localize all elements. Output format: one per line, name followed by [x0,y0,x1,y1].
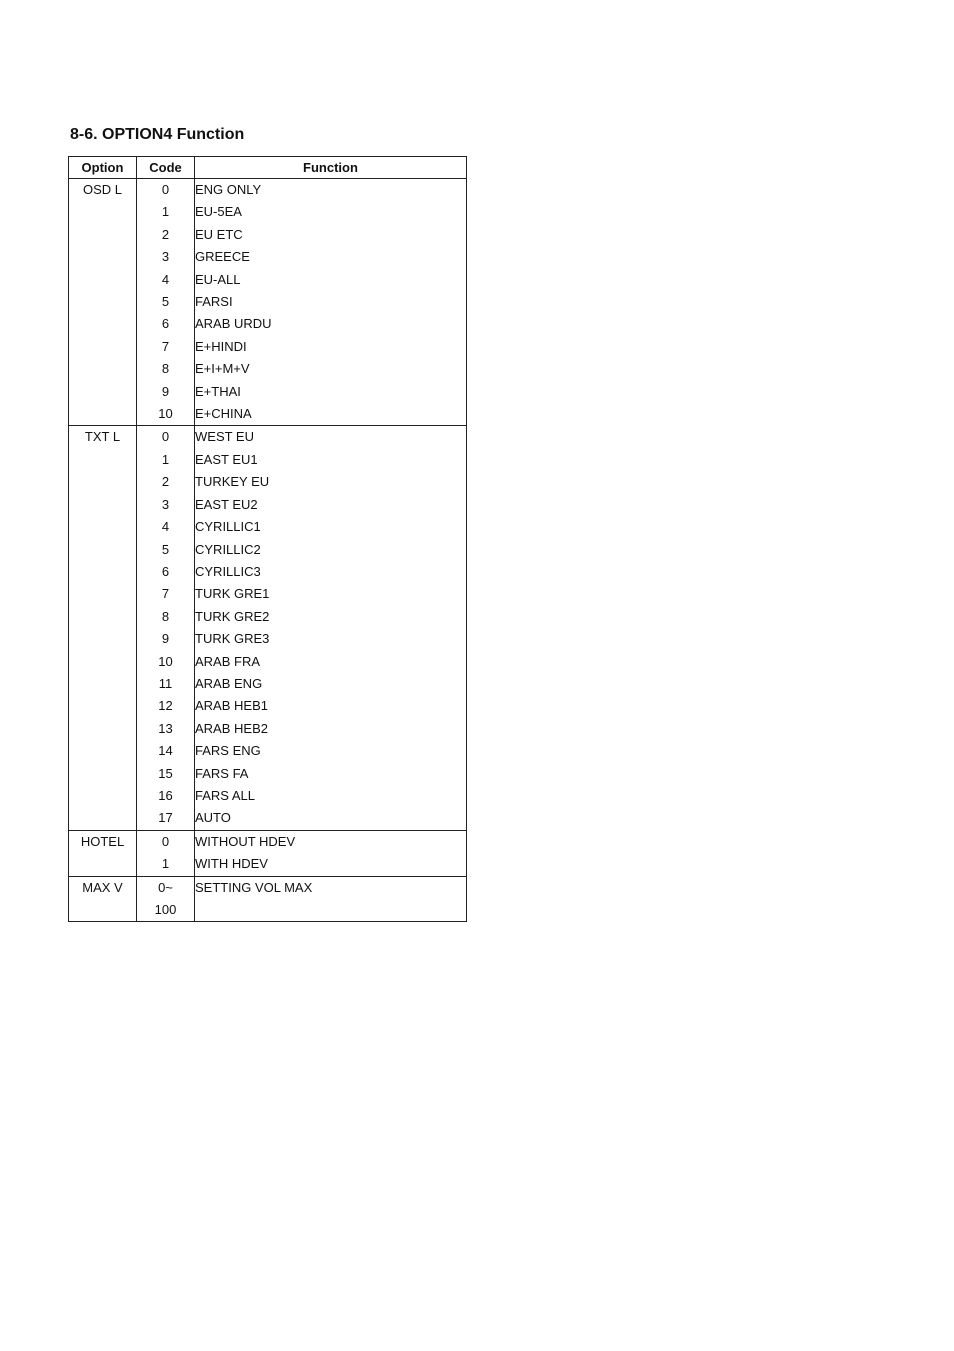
option-cell [69,695,137,717]
code-cell: 5 [137,291,195,313]
function-cell: ARAB ENG [195,673,467,695]
code-cell: 1 [137,853,195,876]
table-row [69,358,467,380]
function-cell: TURK GRE1 [195,583,467,605]
function-cell: WITH HDEV [195,853,467,876]
option-cell [69,583,137,605]
code-cell: 8 [137,358,195,380]
code-cell: 3 [137,494,195,516]
code-cell: 0~ [137,876,195,899]
table-row [69,381,467,403]
function-cell: AUTO [195,807,467,830]
option-cell [69,853,137,876]
header-option: Option [69,157,137,179]
option-cell [69,763,137,785]
option-cell [69,539,137,561]
function-cell: FARS ENG [195,740,467,762]
code-cell: 16 [137,785,195,807]
table-row [69,201,467,223]
option-cell [69,807,137,830]
code-cell: 14 [137,740,195,762]
function-cell: GREECE [195,246,467,268]
table-row [69,224,467,246]
option-cell [69,358,137,380]
table-header-row [69,157,467,179]
function-cell: EAST EU2 [195,494,467,516]
option-cell [69,494,137,516]
option-cell: HOTEL [69,830,137,853]
code-cell: 15 [137,763,195,785]
option-cell [69,628,137,650]
option-cell [69,246,137,268]
code-cell: 2 [137,224,195,246]
function-cell: TURKEY EU [195,471,467,493]
table-row [69,718,467,740]
code-cell: 9 [137,381,195,403]
function-cell: ARAB HEB1 [195,695,467,717]
code-cell: 17 [137,807,195,830]
function-cell: EU-5EA [195,201,467,223]
option-cell [69,336,137,358]
code-cell: 2 [137,471,195,493]
table-row [69,673,467,695]
table-row [69,807,467,830]
table-row [69,313,467,335]
table-row [69,179,467,202]
code-cell: 10 [137,403,195,426]
function-cell: E+CHINA [195,403,467,426]
option-cell [69,606,137,628]
function-cell: EU ETC [195,224,467,246]
table-row [69,336,467,358]
option-cell [69,403,137,426]
code-cell: 8 [137,606,195,628]
table-row [69,269,467,291]
option-cell [69,740,137,762]
code-cell: 100 [137,899,195,922]
option-cell [69,516,137,538]
function-cell [195,899,467,922]
code-cell: 12 [137,695,195,717]
option-cell [69,313,137,335]
option-group [69,830,467,876]
code-cell: 1 [137,201,195,223]
header-code: Code [137,157,195,179]
table-row [69,876,467,899]
code-cell: 9 [137,628,195,650]
code-cell: 0 [137,179,195,202]
option-cell [69,718,137,740]
header-function: Function [195,157,467,179]
table-row [69,426,467,449]
option-cell: MAX V [69,876,137,899]
function-cell: ARAB FRA [195,651,467,673]
function-cell: SETTING VOL MAX [195,876,467,899]
function-cell: E+HINDI [195,336,467,358]
function-cell: ARAB URDU [195,313,467,335]
function-cell: FARS FA [195,763,467,785]
option-cell [69,224,137,246]
table-row [69,246,467,268]
code-cell: 10 [137,651,195,673]
table-row [69,561,467,583]
code-cell: 4 [137,516,195,538]
option-cell [69,561,137,583]
table-row [69,539,467,561]
option-cell [69,381,137,403]
code-cell: 7 [137,336,195,358]
section-title: 8-6. OPTION4 Function [70,126,245,143]
option-cell [69,673,137,695]
function-cell: TURK GRE3 [195,628,467,650]
option-cell: TXT L [69,426,137,449]
function-cell: E+I+M+V [195,358,467,380]
code-cell: 5 [137,539,195,561]
table-row [69,651,467,673]
function-cell: E+THAI [195,381,467,403]
table-row [69,628,467,650]
option-group [69,179,467,426]
function-cell: EU-ALL [195,269,467,291]
code-cell: 1 [137,449,195,471]
function-cell: ARAB HEB2 [195,718,467,740]
table-row [69,695,467,717]
option-group [69,876,467,922]
option-cell [69,651,137,673]
table-row [69,516,467,538]
option-cell: OSD L [69,179,137,202]
code-cell: 3 [137,246,195,268]
option-cell [69,899,137,922]
function-cell: WITHOUT HDEV [195,830,467,853]
code-cell: 0 [137,426,195,449]
table-row [69,853,467,876]
table-row [69,740,467,762]
function-cell: FARS ALL [195,785,467,807]
table-row [69,471,467,493]
table-row [69,899,467,922]
function-cell: EAST EU1 [195,449,467,471]
table-row [69,583,467,605]
function-cell: ENG ONLY [195,179,467,202]
table-row [69,449,467,471]
option-cell [69,471,137,493]
code-cell: 6 [137,313,195,335]
function-cell: WEST EU [195,426,467,449]
option-cell [69,201,137,223]
code-cell: 6 [137,561,195,583]
code-cell: 7 [137,583,195,605]
function-cell: CYRILLIC3 [195,561,467,583]
table-row [69,830,467,853]
function-cell: CYRILLIC1 [195,516,467,538]
option-cell [69,291,137,313]
function-cell: CYRILLIC2 [195,539,467,561]
option-cell [69,449,137,471]
table-row [69,785,467,807]
table-row [69,291,467,313]
table-row [69,763,467,785]
function-cell: FARSI [195,291,467,313]
code-cell: 13 [137,718,195,740]
table-row [69,606,467,628]
option4-function-table [68,156,467,922]
function-cell: TURK GRE2 [195,606,467,628]
table-row [69,403,467,426]
option-cell [69,785,137,807]
option-group [69,426,467,830]
code-cell: 11 [137,673,195,695]
option-cell [69,269,137,291]
table-row [69,494,467,516]
code-cell: 4 [137,269,195,291]
code-cell: 0 [137,830,195,853]
